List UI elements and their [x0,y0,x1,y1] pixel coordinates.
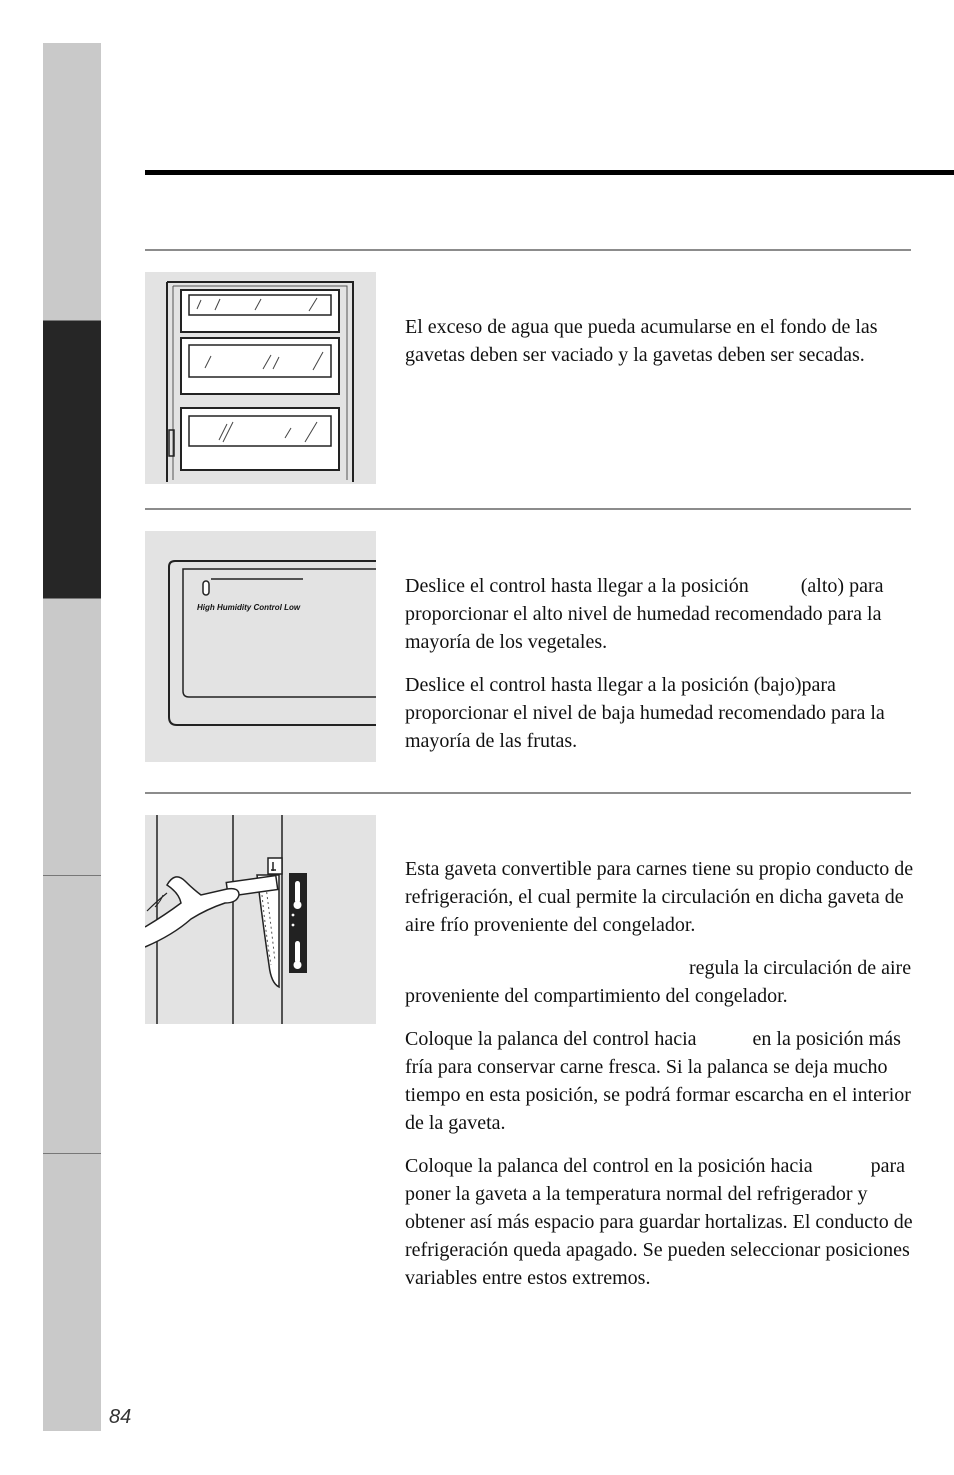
page-number: 84 [109,1406,132,1428]
humidity-control-illustration [145,531,376,762]
section-2-text [405,572,915,770]
meat-pan-normal-text-a: Coloque la palanca del control en la posición hacia [405,1155,813,1177]
drawer-drain-paragraph: El exceso de agua que pueda acumularse en el fondo de las gavetas deben ser vaciado y la gavetas deben ser secadas. [405,316,878,366]
humidity-control-label: High Humidity Control Low [197,603,301,612]
section-divider-3 [145,792,911,794]
humidity-low-paragraph: Deslice el control hasta llegar a la posición (bajo)para proporcionar el nivel de baja humedad recomendado para la mayoría de las frutas. [405,674,885,752]
section-divider-1 [145,249,911,251]
header-rule [145,170,954,175]
section-tab-4 [43,876,101,1154]
section-tab-2-active [43,321,101,599]
section-3-text [405,855,915,1307]
humidity-high-text-b: (alto) para proporcionar el alto nivel de humedad recomendado para la mayoría de los vegetales. [405,575,884,653]
meat-pan-cold-text-b: en la posición más fría para conservar carne fresca. Si la palanca se deja mucho tiempo en esta posición, se podrá formar escarcha en el interior de la gaveta. [405,1028,911,1134]
meat-pan-control-illustration [145,815,376,1024]
meat-pan-normal-paragraph [405,1152,915,1292]
section-tabs [43,43,101,1431]
section-tab-5 [43,1154,101,1431]
humidity-high-text-a: Deslice el control hasta llegar a la posición [405,575,749,597]
meat-pan-cold-paragraph [405,1025,915,1137]
drawers-illustration [145,272,376,484]
section-divider-2 [145,508,911,510]
humidity-high-paragraph [405,572,915,656]
section-tab-1 [43,43,101,321]
section-tab-3 [43,599,101,876]
meat-pan-normal-text-b: para poner la gaveta a la temperatura normal del refrigerador y obtener así más espacio para guardar hortalizas. El conducto de refrigeración queda apagado. Se pueden seleccionar posiciones variables entre estos extremos. [405,1155,913,1289]
meat-pan-intro-paragraph: Esta gaveta convertible para carnes tiene su propio conducto de refrigeración, el cual permite la circulación en dicha gaveta de aire frío proveniente del congelador. [405,858,914,936]
section-1-text [405,313,915,384]
meat-pan-regulation-text: regula la circulación de aire proveniente del compartimiento del congelador. [405,957,912,1007]
meat-pan-regulation-paragraph [405,954,915,1010]
meat-pan-cold-text-a: Coloque la palanca del control hacia [405,1028,697,1050]
